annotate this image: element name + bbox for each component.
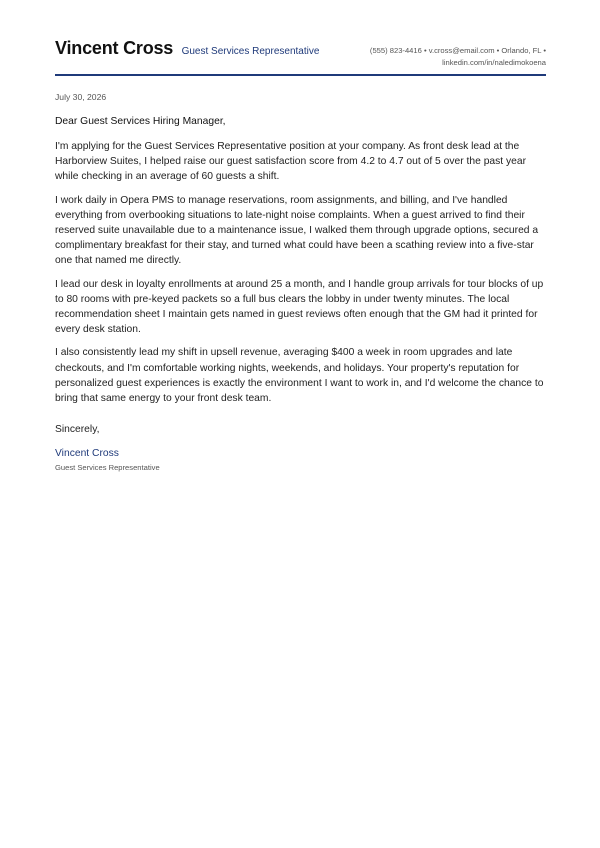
applicant-name: Vincent Cross [55,38,174,58]
body-paragraph: I also consistently lead my shift in upsell revenue, averaging $400 a week in room upgrades and late checkouts, and I'm comfortable working nights, weekends, and holidays. Your property's reputation for personalized guest experiences is exactly the environment I want to work in, and I'd welcome the chance to bring that same energy to your front desk team. [55,347,544,405]
letter-closing: Sincerely, [55,424,100,435]
contact-line: linkedin.com/in/naledimokoena [442,58,546,67]
letter-date: July 30, 2026 [55,92,107,102]
name-block [55,38,319,59]
signature-title: Guest Services Representative [55,463,160,472]
letter-greeting: Dear Guest Services Hiring Manager, [55,116,226,127]
body-paragraph: I'm applying for the Guest Services Representative position at your company. As front desk lead at the Harborview Suites, I helped raise our guest satisfaction score from 4.2 to 4.7 out of 5 over the past year while checking in an average of 60 guests a shift. [55,141,527,183]
body-paragraph: I work daily in Opera PMS to manage reservations, room assignments, and billing, and I've handled everything from overbooking situations to late-night noise complaints. When a guest arrived to find their reserved suite unavailable due to a maintenance issue, I walked them through upgrade options, secured a complimentary breakfast for their stay, and turned what could have been a scathing review into a five-star one that named me directly. [55,194,539,267]
letter-body [55,139,547,414]
letter-header [55,36,546,76]
body-paragraph: I lead our desk in loyalty enrollments at around 25 a month, and I handle group arrivals for tour blocks of up to 80 rooms with pre-keyed packets so a full bus clears the lobby in under twenty minutes. The local recommendation sheet I maintain gets named in guest reviews often enough that the GM had it printed for every desk station. [55,278,544,336]
signature-name: Vincent Cross [55,448,119,459]
contact-info [326,45,546,69]
applicant-role: Guest Services Representative [181,46,320,57]
contact-line: (555) 823-4416 • v.cross@email.com • Orlando, FL • [369,46,546,55]
